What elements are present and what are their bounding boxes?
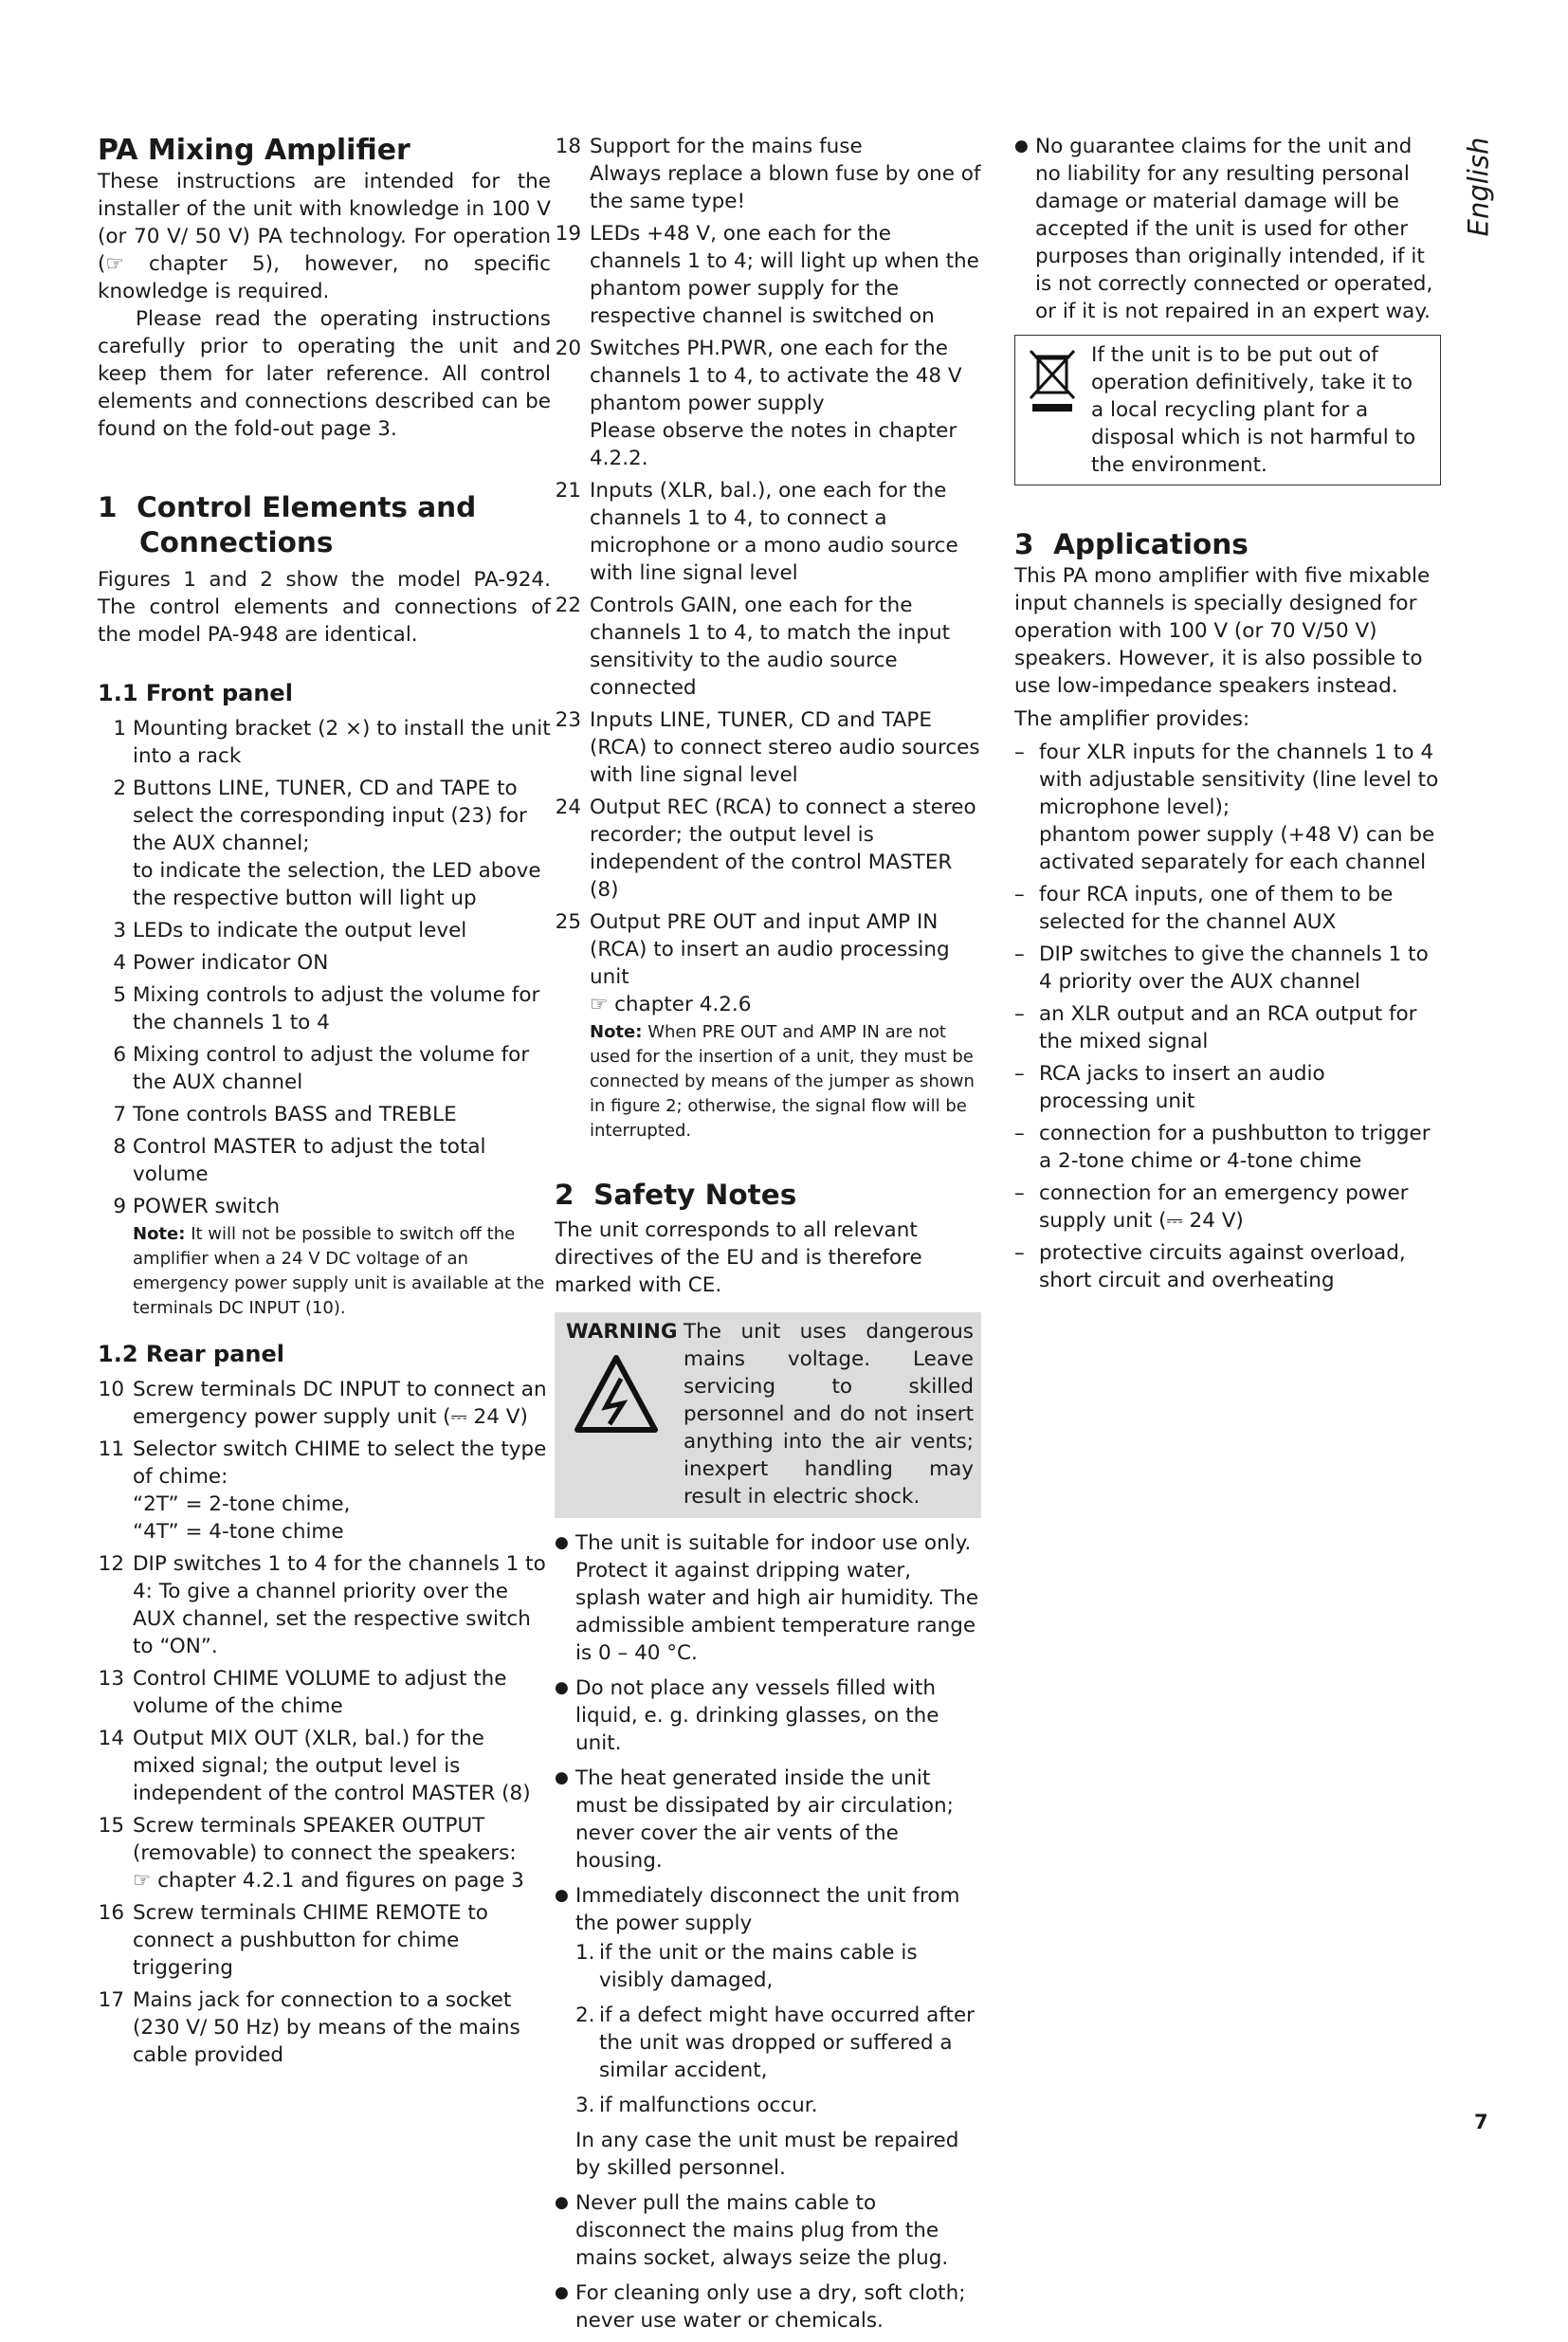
recycling-box	[1014, 335, 1441, 485]
jumper-note: Note: When PRE OUT and AMP IN are not used for the insertion of a unit, they must be connected by means of the jumper as shown in figure 2; otherwise, the signal flow will be interrupted.	[590, 1022, 975, 1141]
features-list	[1014, 739, 1441, 1294]
list-item: – four XLR inputs for the channels 1 to 4 with adjustable sensitivity (line level to microphone level); phantom power supply (+48 V) can be activated separately for each channel	[1014, 741, 1439, 874]
document-title: PA Mixing Amplifier	[98, 134, 410, 167]
list-item: ● The unit is suitable for indoor use only. Protect it against dripping water, splash water and high air humidity. The admissible ambient temperature range is 0 – 40 °C.	[555, 1531, 979, 1665]
list-item: ● No guarantee claims for the unit and no liability for any resulting personal damage or material damage will be accepted if the unit is used for other purposes than originally intended, if it is not correctly connected or operated, or if it is not repaired in an expert way.	[1014, 135, 1433, 323]
list-item: 14 Output MIX OUT (XLR, bal.) for the mixed signal; the output level is independent of the control MASTER (8)	[98, 1727, 531, 1805]
warning-label: WARNING	[566, 1320, 678, 1344]
list-item: 11 Selector switch CHIME to select the type of chime: “2T” = 2-tone chime, “4T” = 4-tone chime	[98, 1437, 547, 1544]
language-tab	[1462, 133, 1522, 247]
list-item: ● Never pull the mains cable to disconnect the mains plug from the mains socket, always seize the plug.	[555, 2191, 949, 2270]
list-item: 22 Controls GAIN, one each for the channels 1 to 4, to match the input sensitivity to the audio source connected	[555, 594, 951, 700]
connections-list-continued	[555, 133, 981, 1144]
rear-panel-list	[98, 1376, 551, 2069]
list-item: 23 Inputs LINE, TUNER, CD and TAPE (RCA) to connect stereo audio sources with line signal level	[555, 708, 980, 787]
section-3-title: Applications	[1053, 528, 1249, 560]
power-switch-note: Note: It will not be possible to switch off the amplifier when a 24 V DC voltage of an emergency power supply unit is available at the terminals DC INPUT (10).	[133, 1224, 545, 1318]
warning-text: The unit uses dangerous mains voltage. Leave servicing to skilled personnel and do not insert anything into the air vents; inexpert handling may result in electric shock.	[684, 1320, 974, 1509]
list-item: 25 Output PRE OUT and input AMP IN (RCA) to insert an audio processing unit ☞ chapter 4.2.6 Note: When PRE OUT and AMP IN are not used for the insertion of a unit, they must be connected by means of the jumper as shown in figure 2; otherwise, the signal flow will be interrupted.	[555, 908, 981, 1144]
section-1-paragraph: Figures 1 and 2 show the model PA-924. The control elements and connections of the model PA-948 are identical.	[98, 568, 551, 647]
list-item: 4 Power indicator ON	[113, 951, 329, 975]
list-item: 19 LEDs +48 V, one each for the channels 1 to 4; will light up when the phantom power supply for the respective channel is switched on	[555, 222, 979, 328]
list-item: 3. if malfunctions occur.	[575, 2094, 818, 2117]
list-item: 5 Mixing controls to adjust the volume for the channels 1 to 4	[113, 983, 540, 1034]
list-item: – protective circuits against overload, short circuit and overheating	[1014, 1241, 1406, 1292]
list-item: 1 Mounting bracket (2 ×) to install the unit into a rack	[113, 717, 551, 768]
section-2-heading	[555, 1178, 981, 1213]
list-item: 2. if a defect might have occurred after the unit was dropped or suffered a similar accident,	[575, 2004, 975, 2082]
list-item: – connection for a pushbutton to trigger a 2-tone chime or 4-tone chime	[1014, 1122, 1431, 1173]
section-3-number: 3	[1014, 528, 1034, 560]
repair-note: In any case the unit must be repaired by skilled personnel.	[575, 2129, 959, 2180]
section-1-heading	[98, 490, 551, 560]
page-number: 7	[1474, 2111, 1488, 2133]
rear-panel-heading: 1.2 Rear panel	[98, 1341, 284, 1367]
high-voltage-warning-icon	[574, 1354, 659, 1434]
list-item: ● The heat generated inside the unit must be dissipated by air circulation; never cover the air vents of the housing.	[555, 1766, 954, 1873]
recycling-text: If the unit is to be put out of operation definitively, take it to a local recycling plant for a disposal which is not harmful to the environment.	[1091, 343, 1416, 477]
list-item: 21 Inputs (XLR, bal.), one each for the channels 1 to 4, to connect a microphone or a mono audio source with line signal level	[555, 479, 958, 585]
list-item: 3 LEDs to indicate the output level	[113, 919, 467, 942]
section-1-number: 1	[98, 491, 118, 523]
language-label: English	[1462, 137, 1495, 237]
intro-paragraph-1: These instructions are intended for the installer of the unit with knowledge in 100 V (or 70 V/ 50 V) PA technology. For operation (☞ chapter 5), however, no specific knowledge is required.	[98, 170, 551, 303]
disconnect-conditions-list	[575, 1939, 981, 2119]
list-item: – connection for an emergency power supply unit (⎓ 24 V)	[1014, 1181, 1409, 1233]
list-item: ● Do not place any vessels filled with liquid, e. g. drinking glasses, on the unit.	[555, 1676, 939, 1755]
list-item: 2 Buttons LINE, TUNER, CD and TAPE to select the corresponding input (23) for the AUX channel; to indicate the selection, the LED above the respective button will light up	[113, 777, 541, 910]
list-item: 6 Mixing control to adjust the volume for the AUX channel	[113, 1043, 530, 1094]
list-item: ● For cleaning only use a dry, soft cloth; never use water or chemicals.	[555, 2281, 966, 2333]
section-2-number: 2	[555, 1179, 574, 1211]
safety-bullets	[555, 1529, 981, 2334]
section-3-paragraph-2: The amplifier provides:	[1014, 707, 1250, 731]
list-item: 17 Mains jack for connection to a socket (230 V/ 50 Hz) by means of the mains cable provided	[98, 1988, 520, 2067]
intro-paragraph-2: Please read the operating instructions carefully prior to operating the unit and keep them for later reference. All control elements and connections described can be found on the fold-out page 3.	[98, 307, 551, 441]
list-item: – four RCA inputs, one of them to be selected for the channel AUX	[1014, 883, 1394, 934]
list-item: – RCA jacks to insert an audio processing unit	[1014, 1062, 1325, 1113]
section-2-paragraph: The unit corresponds to all relevant directives of the EU and is therefore marked with CE.	[555, 1218, 922, 1297]
column-1	[98, 133, 551, 2074]
list-item: – an XLR output and an RCA output for the mixed signal	[1014, 1002, 1417, 1053]
section-2-title: Safety Notes	[593, 1179, 797, 1211]
list-item: 8 Control MASTER to adjust the total volume	[113, 1135, 486, 1186]
column-3	[1014, 133, 1441, 1299]
section-3-paragraph-1: This PA mono amplifier with five mixable input channels is specially designed for operation with 100 V (or 70 V/50 V) speakers. However, it is also possible to use low-impedance speakers instead.	[1014, 564, 1431, 698]
list-item: 7 Tone controls BASS and TREBLE	[113, 1103, 457, 1126]
list-item: 24 Output REC (RCA) to connect a stereo recorder; the output level is independent of the control MASTER (8)	[555, 796, 976, 902]
list-item: – DIP switches to give the channels 1 to 4 priority over the AUX channel	[1014, 942, 1429, 994]
safety-bullets-continued	[1014, 133, 1441, 325]
front-panel-heading: 1.1 Front panel	[98, 680, 293, 706]
list-item: 9 POWER switch Note: It will not be possible to switch off the amplifier when a 24 V DC voltage of an emergency power supply unit is available at the terminals DC INPUT (10).	[98, 1193, 551, 1321]
list-item: ● Immediately disconnect the unit from the power supply 1. if the unit or the mains cable is visibly damaged, 2. if a defect might have occurred after the unit was dropped or suffered a similar accident, 3. if malfunctions occur. In any case the unit must be repaired by skilled personnel.	[555, 1882, 981, 2182]
list-item: 20 Switches PH.PWR, one each for the channels 1 to 4, to activate the 48 V phantom power supply Please observe the notes in chapter 4.2.2.	[555, 337, 962, 470]
front-panel-list	[98, 715, 551, 1321]
section-3-heading	[1014, 527, 1441, 562]
list-item: 12 DIP switches 1 to 4 for the channels 1 to 4: To give a channel priority over the AUX channel, set the respective switch to “ON”.	[98, 1552, 546, 1658]
list-item: 13 Control CHIME VOLUME to adjust the volume of the chime	[98, 1667, 507, 1718]
list-item: 1. if the unit or the mains cable is visibly damaged,	[575, 1941, 918, 1992]
warning-box	[555, 1312, 981, 1518]
list-item: 15 Screw terminals SPEAKER OUTPUT (removable) to connect the speakers: ☞ chapter 4.2.1 and figures on page 3	[98, 1814, 524, 1893]
list-item: 18 Support for the mains fuse Always replace a blown fuse by one of the same type!	[555, 135, 981, 213]
list-item: 10 Screw terminals DC INPUT to connect an emergency power supply unit (⎓ 24 V)	[98, 1378, 547, 1429]
column-2	[555, 133, 981, 2342]
section-1-title: Control Elements and Connections	[137, 491, 477, 558]
list-item: 16 Screw terminals CHIME REMOTE to connect a pushbutton for chime triggering	[98, 1901, 488, 1980]
crossed-bin-icon	[1029, 347, 1076, 415]
